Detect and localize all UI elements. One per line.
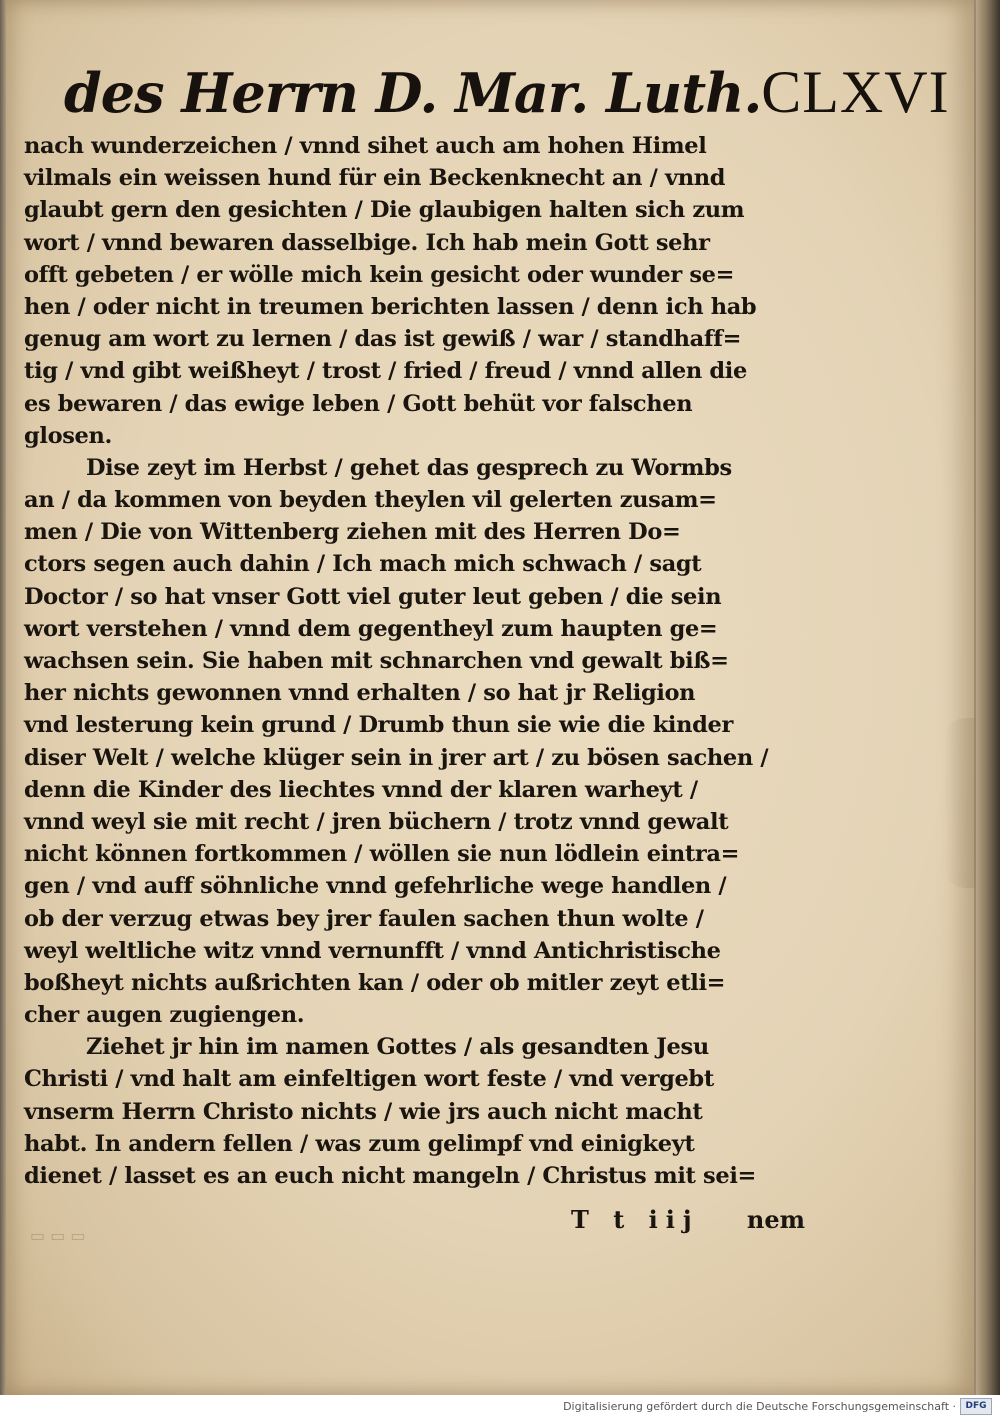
page-header [64,58,950,138]
text-line: wort verstehen / vnnd dem gegentheyl zum haupten ge= [24,615,718,642]
text-line: ob der verzug etwas bey jrer faulen sachen thun wolte / [24,905,704,932]
text-line: dienet / lasset es an euch nicht mangeln / Christus mit sei= [24,1163,757,1189]
text-line: gen / vnd auff söhnliche vnnd gefehrliche wege handlen / [24,873,727,900]
text-line: nicht können fortkommen / wöllen sie nun lödlein eintra= [24,841,740,868]
text-line: vnd lesterung kein grund / Drumb thun sie wie die kinder [24,712,733,739]
footer-credit: Digitalisierung gefördert durch die Deutsche Forschungsgemeinschaft · [563,1400,956,1413]
text-line: Doctor / so hat vnser Gott viel guter leut geben / die sein [24,583,722,610]
text-line: ctors segen auch dahin / Ich mach mich schwach / sagt [24,551,702,578]
text-line: diser Welt / welche klüger sein in jrer art / zu bösen sachen / [24,744,769,771]
text-line: vilmals ein weissen hund für ein Beckenknecht an / vnnd [24,165,726,192]
text-line: cher augen zugiengen. [24,1002,305,1029]
text-line: nach wunderzeichen / vnnd sihet auch am hohen Himel [24,133,707,159]
text-line: vnserm Herrn Christo nichts / wie jrs auch nicht macht [24,1098,703,1125]
text-line: wachsen sein. Sie haben mit schnarchen vnd gewalt biß= [24,648,729,674]
text-line: denn die Kinder des liechtes vnnd der klaren warheyt / [24,776,698,803]
faded-shelfmark: ▭ ▭ ▭ [30,1226,86,1245]
book-page [6,0,976,1395]
running-head: des Herrn D. Mar. Luth. [64,61,762,125]
dfg-logo-icon: DFG [960,1398,992,1415]
signature-mark: T t iij [571,1205,700,1234]
book-edge-strip [976,0,1000,1395]
footer-bar [0,1395,1000,1422]
text-line: Dise zeyt im Herbst / gehet das gesprech zu Wormbs [86,454,732,481]
text-line: es bewaren / das ewige leben / Gott behüt vor falschen [24,390,693,417]
text-line: vnnd weyl sie mit recht / jren büchern / trotz vnnd gewalt [24,808,729,835]
folio-number: CLXVI [761,59,950,125]
text-line: men / Die von Wittenberg ziehen mit des Herren Do= [24,519,681,546]
text-line: Christi / vnd halt am einfeltigen wort feste / vnd vergebt [24,1066,714,1093]
text-line: Ziehet jr hin im namen Gottes / als gesandten Jesu [86,1034,709,1061]
text-line: glaubt gern den gesichten / Die glaubigen halten sich zum [24,197,745,224]
text-line: her nichts gewonnen vnnd erhalten / so hat jr Religion [24,680,696,707]
catchword: nem [746,1205,805,1234]
text-line: wort / vnnd bewaren dasselbige. Ich hab mein Gott sehr [24,229,710,256]
text-line: an / da kommen von beyden theylen vil gelerten zusam= [24,487,717,514]
text-line: genug am wort zu lernen / das ist gewiß / war / standhaff= [24,326,742,353]
text-line: glosen. [24,422,113,449]
text-line: tig / vnd gibt weißheyt / trost / fried / freud / vnnd allen die [24,358,747,385]
text-line: boßheyt nichts außrichten kan / oder ob mitler zeyt etli= [24,969,726,996]
text-line: weyl weltliche witz vnnd vernunfft / vnnd Antichristische [24,937,721,964]
text-line: habt. In andern fellen / was zum gelimpf vnd einigkeyt [24,1130,695,1157]
text-line: offt gebeten / er wölle mich kein gesicht oder wunder se= [24,261,735,288]
body-text [24,130,804,1192]
signature-line [571,1205,811,1241]
text-line: hen / oder nicht in treumen berichten lassen / denn ich hab [24,293,757,320]
